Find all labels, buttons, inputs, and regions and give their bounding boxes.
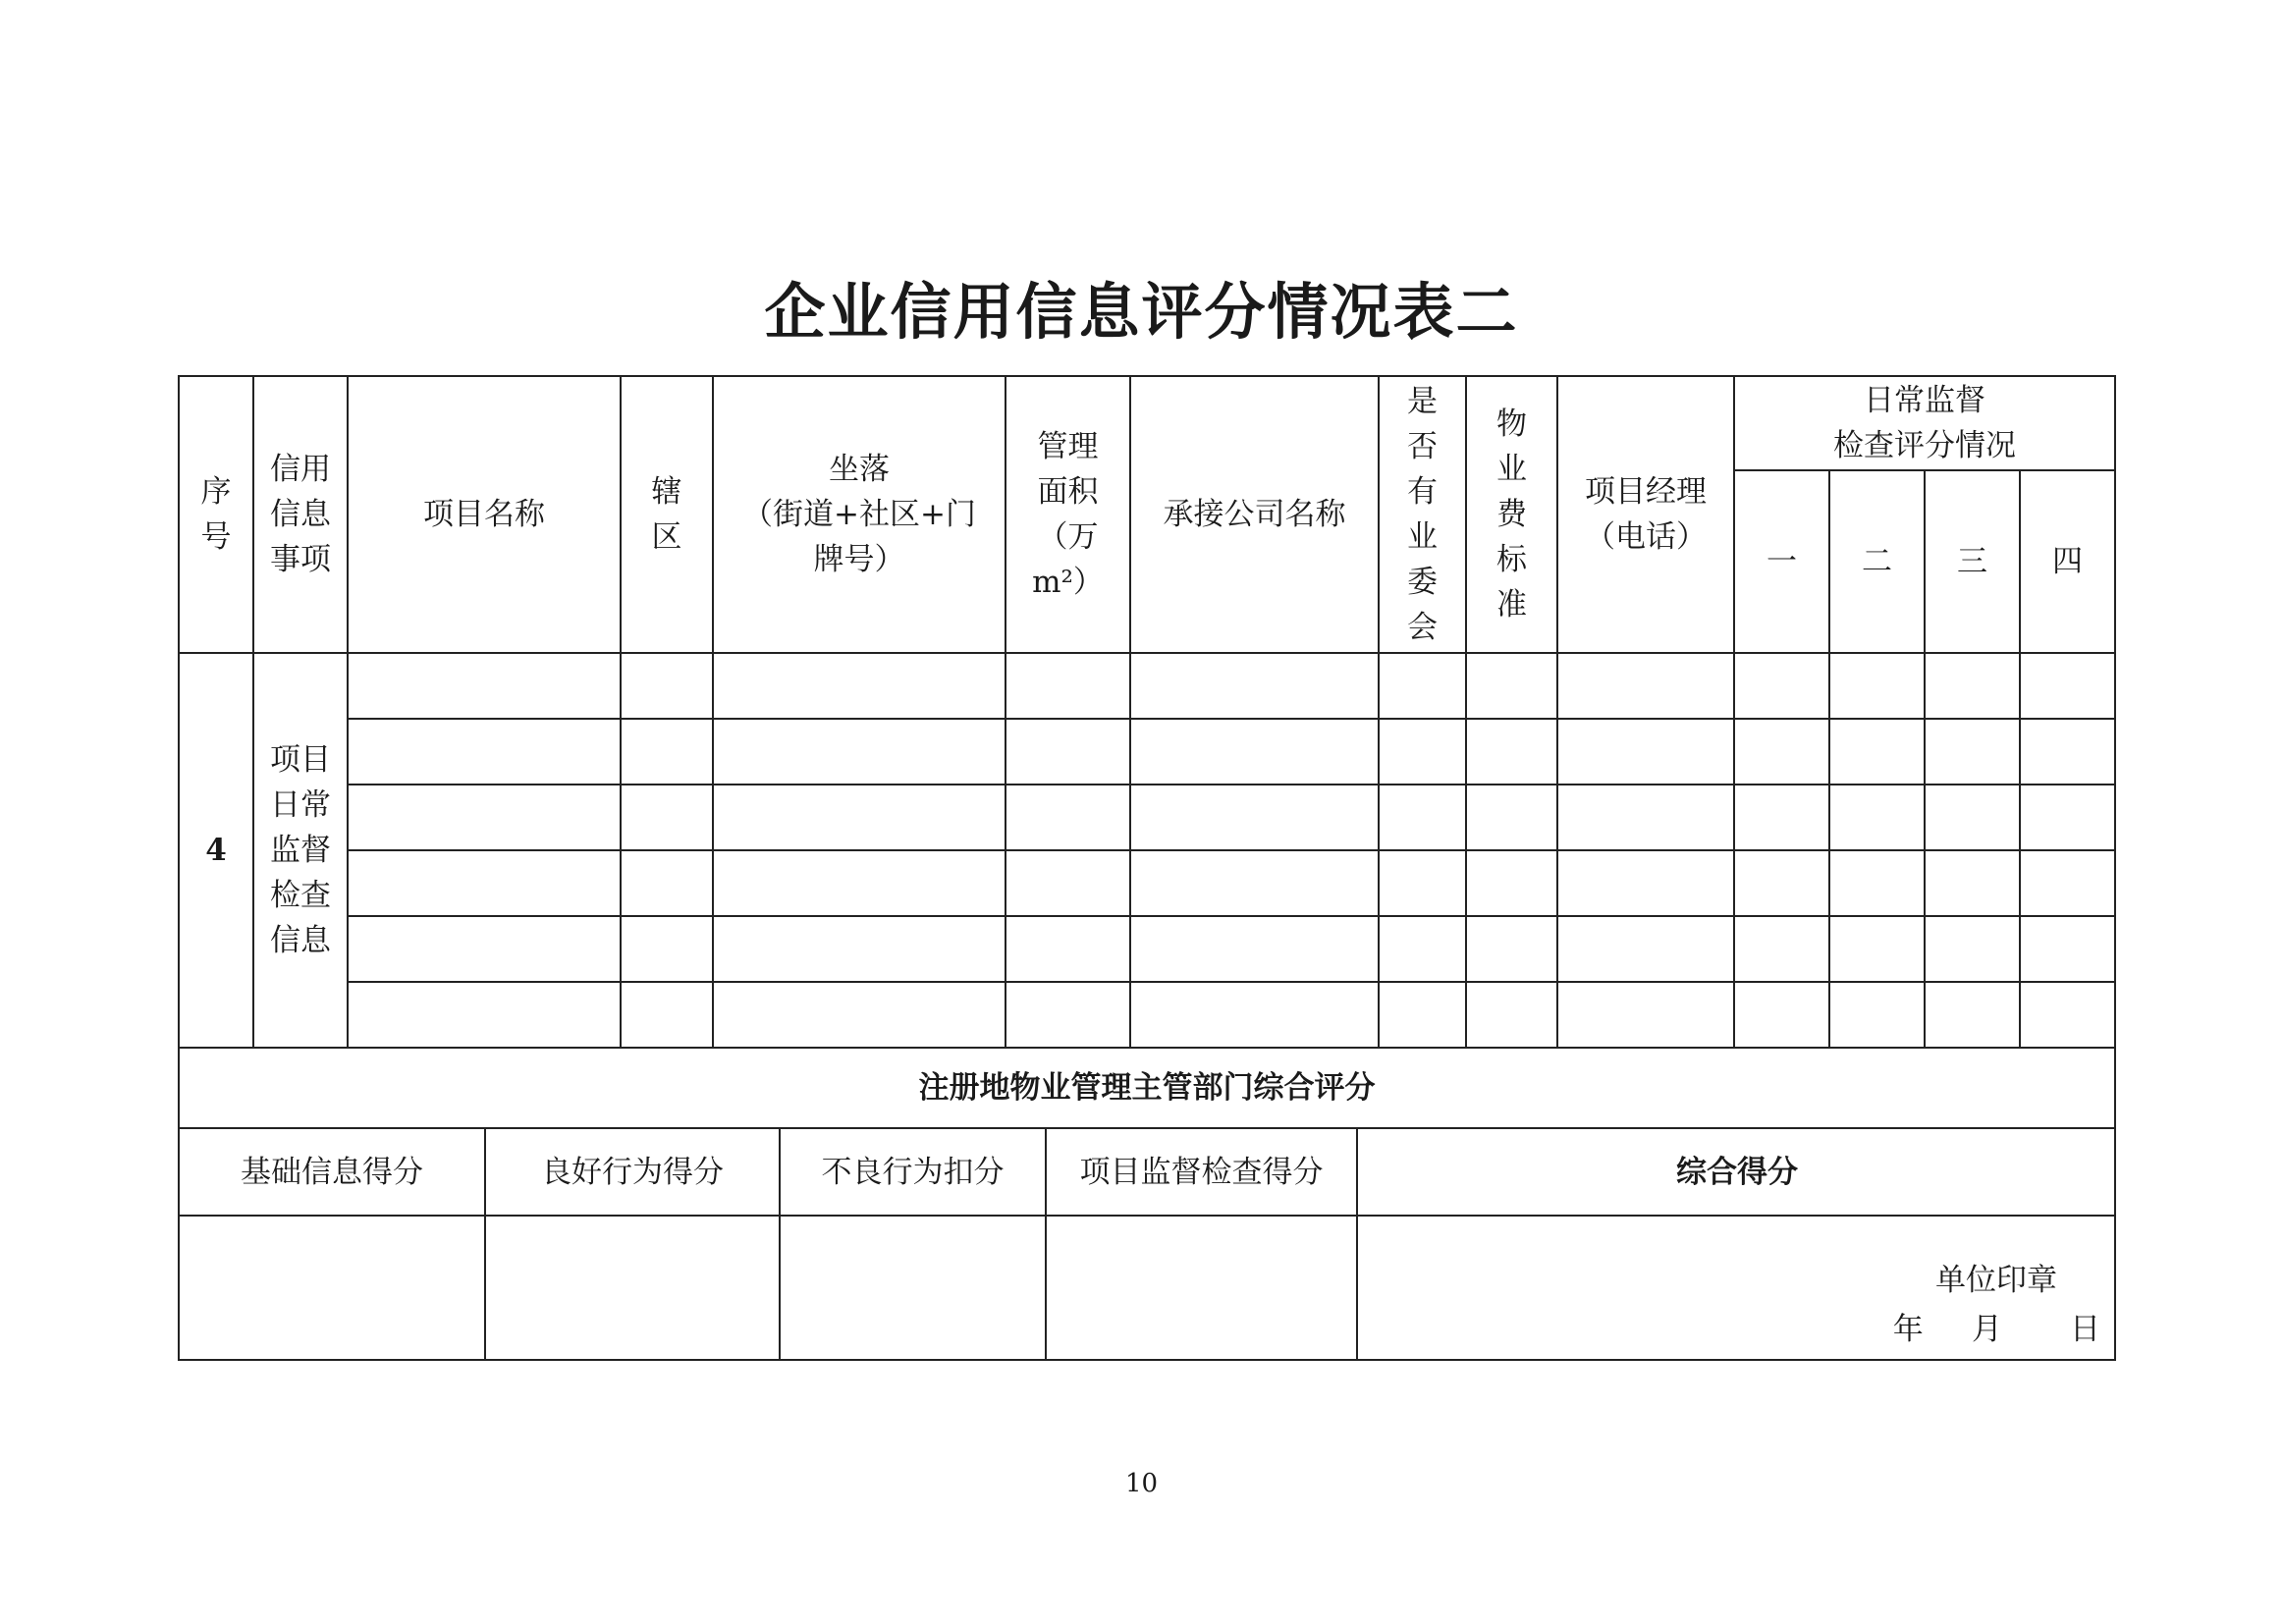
- basic-score-value[interactable]: [180, 1216, 485, 1359]
- bad-deduct-label: 不良行为扣分: [780, 1129, 1046, 1216]
- table-row: [179, 719, 2115, 785]
- header-owners-committee: 是 否 有 业 委 会: [1379, 376, 1466, 653]
- inspect-score-value[interactable]: [1046, 1216, 1357, 1359]
- table-cell[interactable]: [621, 850, 713, 916]
- table-row: [179, 982, 2115, 1048]
- table-cell[interactable]: [1006, 719, 1130, 785]
- table-cell[interactable]: [2020, 719, 2115, 785]
- total-score-value[interactable]: [1357, 1216, 2116, 1359]
- basic-score-label: 基础信息得分: [180, 1129, 485, 1216]
- table-cell[interactable]: [1734, 916, 1829, 982]
- table-cell[interactable]: [2020, 653, 2115, 719]
- table-cell[interactable]: [1557, 653, 1734, 719]
- document-title: 企业信用信息评分情况表二: [764, 276, 1519, 348]
- table-cell[interactable]: [348, 653, 621, 719]
- table-cell[interactable]: [1829, 916, 1925, 982]
- header-seq: 序 号: [179, 376, 253, 653]
- table-cell[interactable]: [1006, 785, 1130, 850]
- table-cell[interactable]: [1925, 850, 2020, 916]
- good-score-value[interactable]: [485, 1216, 780, 1359]
- table-cell[interactable]: [1130, 653, 1379, 719]
- table-row: [179, 653, 2115, 719]
- header-quarter-1: 一: [1734, 470, 1829, 653]
- table-cell[interactable]: [1557, 916, 1734, 982]
- header-quarter-2: 二: [1829, 470, 1925, 653]
- table-cell[interactable]: [1379, 785, 1466, 850]
- table-cell[interactable]: [348, 982, 621, 1048]
- header-quarter-3: 三: [1925, 470, 2020, 653]
- header-location: 坐落 （街道+社区+门 牌号）: [713, 376, 1006, 653]
- header-quarter-4: 四: [2020, 470, 2115, 653]
- summary-score-table: [180, 1129, 2116, 1359]
- row-credit-item: 项目 日常 监督 检查 信息: [253, 653, 348, 1048]
- table-cell[interactable]: [1466, 850, 1557, 916]
- table-cell[interactable]: [1379, 653, 1466, 719]
- table-cell[interactable]: [1130, 719, 1379, 785]
- score-table: [178, 375, 2116, 1361]
- table-cell[interactable]: [1379, 982, 1466, 1048]
- table-cell[interactable]: [621, 916, 713, 982]
- seal-label: 单位印章: [1935, 1263, 2057, 1298]
- table-cell[interactable]: [713, 916, 1006, 982]
- table-cell[interactable]: [1925, 785, 2020, 850]
- table-cell[interactable]: [1130, 850, 1379, 916]
- table-cell[interactable]: [1130, 916, 1379, 982]
- table-cell[interactable]: [1925, 719, 2020, 785]
- table-cell[interactable]: [713, 850, 1006, 916]
- table-cell[interactable]: [1466, 719, 1557, 785]
- header-row: [179, 376, 2115, 470]
- table-row: [179, 850, 2115, 916]
- summary-heading: 注册地物业管理主管部门综合评分: [179, 1048, 2115, 1128]
- table-cell[interactable]: [1734, 982, 1829, 1048]
- bad-deduct-value[interactable]: [780, 1216, 1046, 1359]
- table-cell[interactable]: [2020, 785, 2115, 850]
- table-cell[interactable]: [1466, 785, 1557, 850]
- table-cell[interactable]: [2020, 982, 2115, 1048]
- table-cell[interactable]: [1466, 982, 1557, 1048]
- table-cell[interactable]: [621, 719, 713, 785]
- table-cell[interactable]: [713, 982, 1006, 1048]
- summary-scores-row: [179, 1128, 2115, 1360]
- row-seq: 4: [179, 653, 253, 1048]
- table-cell[interactable]: [2020, 850, 2115, 916]
- table-cell[interactable]: [1557, 719, 1734, 785]
- summary-heading-row: [179, 1048, 2115, 1128]
- header-area: 管理 面积 （万 m²）: [1006, 376, 1130, 653]
- table-cell[interactable]: [1006, 916, 1130, 982]
- table-cell[interactable]: [1925, 982, 2020, 1048]
- header-manager: 项目经理 （电话）: [1557, 376, 1734, 653]
- table-cell[interactable]: [1130, 785, 1379, 850]
- table-cell[interactable]: [621, 653, 713, 719]
- table-cell[interactable]: [1130, 982, 1379, 1048]
- table-cell[interactable]: [348, 785, 621, 850]
- table-row: [179, 785, 2115, 850]
- header-project-name: 项目名称: [348, 376, 621, 653]
- table-cell[interactable]: [1379, 719, 1466, 785]
- table-cell[interactable]: [1829, 982, 1925, 1048]
- header-credit-item: 信用 信息 事项: [253, 376, 348, 653]
- table-cell[interactable]: [1829, 785, 1925, 850]
- table-cell[interactable]: [1829, 653, 1925, 719]
- table-cell[interactable]: [1925, 916, 2020, 982]
- table-cell[interactable]: [1006, 653, 1130, 719]
- table-cell[interactable]: [1734, 653, 1829, 719]
- table-cell[interactable]: [1734, 785, 1829, 850]
- table-row: [179, 916, 2115, 982]
- table-cell[interactable]: [713, 785, 1006, 850]
- table-cell[interactable]: [348, 916, 621, 982]
- table-cell[interactable]: [1006, 850, 1130, 916]
- table-cell[interactable]: [713, 719, 1006, 785]
- table-cell[interactable]: [1557, 850, 1734, 916]
- table-cell[interactable]: [1925, 653, 2020, 719]
- table-cell[interactable]: [1557, 982, 1734, 1048]
- header-company: 承接公司名称: [1130, 376, 1379, 653]
- table-cell[interactable]: [1379, 916, 1466, 982]
- table-cell[interactable]: [1734, 719, 1829, 785]
- good-score-label: 良好行为得分: [485, 1129, 780, 1216]
- table-cell[interactable]: [1829, 719, 1925, 785]
- total-score-label: 综合得分: [1357, 1129, 2116, 1216]
- page-number: 10: [1124, 1469, 1159, 1498]
- table-cell[interactable]: [1466, 916, 1557, 982]
- table-cell[interactable]: [1006, 982, 1130, 1048]
- table-cell[interactable]: [621, 982, 713, 1048]
- header-fee-standard: 物 业 费 标 准: [1466, 376, 1557, 653]
- table-cell[interactable]: [1557, 785, 1734, 850]
- table-cell[interactable]: [348, 850, 621, 916]
- header-daily-inspection: 日常监督 检查评分情况: [1734, 376, 2115, 470]
- inspect-score-label: 项目监督检查得分: [1046, 1129, 1357, 1216]
- table-cell[interactable]: [1466, 653, 1557, 719]
- table-cell[interactable]: [348, 719, 621, 785]
- table-cell[interactable]: [2020, 916, 2115, 982]
- table-cell[interactable]: [1734, 850, 1829, 916]
- table-cell[interactable]: [621, 785, 713, 850]
- date-line: 年 月 日: [1892, 1312, 2100, 1347]
- header-district: 辖 区: [621, 376, 713, 653]
- table-cell[interactable]: [1379, 850, 1466, 916]
- table-cell[interactable]: [713, 653, 1006, 719]
- table-cell[interactable]: [1829, 850, 1925, 916]
